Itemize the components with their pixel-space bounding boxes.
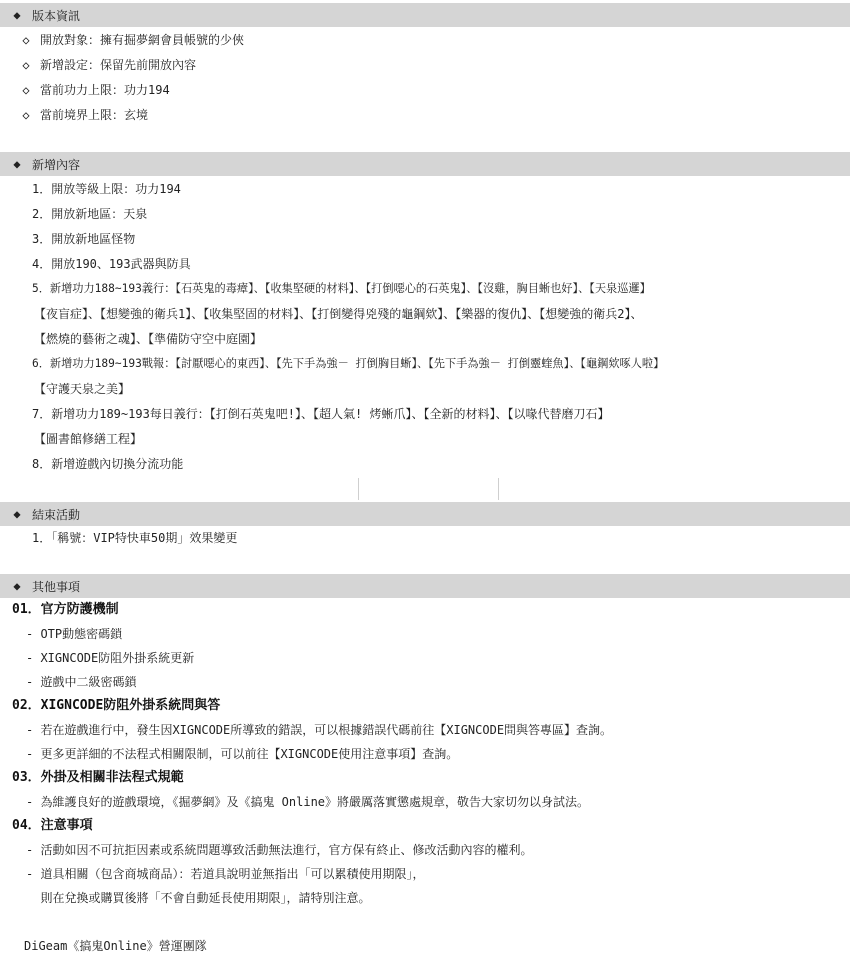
- list-item: - 道具相關（包含商城商品）：若道具說明並無指出「可以累積使用期限」，: [26, 867, 425, 881]
- list-item: - 更多更詳細的不法程式相關限制，可以前往【XIGNCODE使用注意事項】查詢。: [26, 747, 459, 761]
- list-item: - 為維護良好的遊戲環境，《掘夢網》及《搞鬼 Online》將嚴厲落實懲處規章，敬告大家切勿以身試法。: [26, 795, 590, 809]
- list-item: - OTP動態密碼鎖: [26, 627, 123, 641]
- list-item: - 若在遊戲進行中，發生因XIGNCODE所導致的錯誤，可以根據錯誤代碼前往【XIGNCODE問與答專區】查詢。: [26, 723, 613, 737]
- section-header-ended-events: [0, 502, 850, 526]
- subsection-heading: 03．外掛及相關非法程式規範: [12, 770, 184, 785]
- list-item: - XIGNCODE防阻外掛系統更新: [26, 651, 195, 665]
- subsection-heading: 02．XIGNCODE防阻外掛系統問與答: [12, 698, 221, 713]
- list-item: 1．開放等級上限：功力194: [32, 182, 181, 196]
- list-item: ◇ 當前境界上限：玄境: [18, 107, 148, 123]
- list-item: ◇ 開放對象：擁有掘夢網會員帳號的少俠: [18, 32, 244, 48]
- section-header-version-info: [0, 3, 850, 27]
- list-item: 7．新增功力189~193每日義行：【打倒石英鬼吧!】、【超人氣! 烤蜥爪】、【全新的材料】、【以喙代替磨刀石】: [32, 407, 610, 421]
- diamond-filled-icon: ◆: [13, 8, 21, 22]
- list-item: 4．開放190、193武器與防具: [32, 257, 191, 271]
- divider: [498, 478, 499, 500]
- divider: [358, 478, 359, 500]
- list-item: 5．新增功力188~193義行：【石英鬼的毒瘴】、【收集堅硬的材料】、【打倒噁心的石英鬼】、【沒雞，胸目蜥也好】、【天泉巡邏】: [32, 282, 651, 295]
- diamond-outline-icon: ◇: [22, 108, 30, 122]
- section-header-other: [0, 574, 850, 598]
- list-item: 8．新增遊戲內切換分流功能: [32, 457, 184, 471]
- section-header-new-content: [0, 152, 850, 176]
- diamond-filled-icon: ◆: [13, 507, 21, 521]
- subsection-heading: 01．官方防護機制: [12, 602, 119, 617]
- list-item: 【守護天泉之美】: [34, 382, 131, 396]
- diamond-outline-icon: ◇: [22, 83, 30, 97]
- subsection-heading: 04．注意事項: [12, 818, 93, 833]
- diamond-filled-icon: ◆: [13, 579, 21, 593]
- list-item: 3．開放新地區怪物: [32, 232, 136, 246]
- list-item: 【圖書館修繕工程】: [34, 432, 143, 446]
- diamond-outline-icon: ◇: [22, 33, 30, 47]
- section-title: 結束活動: [32, 507, 81, 522]
- diamond-filled-icon: ◆: [13, 157, 21, 171]
- list-item: 【夜盲症】、【想變強的衛兵1】、【收集堅固的材料】、【打倒變得兇殘的龜鋼欸】、【樂器的復仇】、【想變強的衛兵2】、: [34, 307, 643, 321]
- list-item: 6．新增功力189~193戰報：【討厭噁心的東西】、【先下手為強－ 打倒胸目蜥】、【先下手為強－ 打倒靈蝰魚】、【龜鋼欸啄人啦】: [32, 357, 665, 370]
- list-item: 則在兌換或購買後將「不會自動延長使用期限」，請特別注意。: [26, 891, 371, 905]
- list-item: - 遊戲中二級密碼鎖: [26, 675, 137, 689]
- diamond-outline-icon: ◇: [22, 58, 30, 72]
- section-title: 新增內容: [32, 157, 81, 172]
- list-item: 1．「稱號：VIP特快車50期」效果變更: [32, 531, 238, 545]
- list-item: ◇ 當前功力上限：功力194: [18, 82, 170, 98]
- list-item: ◇ 新增設定：保留先前開放內容: [18, 57, 196, 73]
- list-item: 【燃燒的藝術之魂】、【準備防守空中庭園】: [34, 332, 263, 346]
- signature: DiGeam《搞鬼Online》營運團隊: [24, 939, 207, 953]
- list-item: - 活動如因不可抗拒因素或系統問題導致活動無法進行，官方保有終止、修改活動內容的權利。: [26, 843, 533, 857]
- list-item: 2．開放新地區：天泉: [32, 207, 148, 221]
- section-title: 其他事項: [32, 579, 81, 594]
- section-title: 版本資訊: [32, 8, 81, 23]
